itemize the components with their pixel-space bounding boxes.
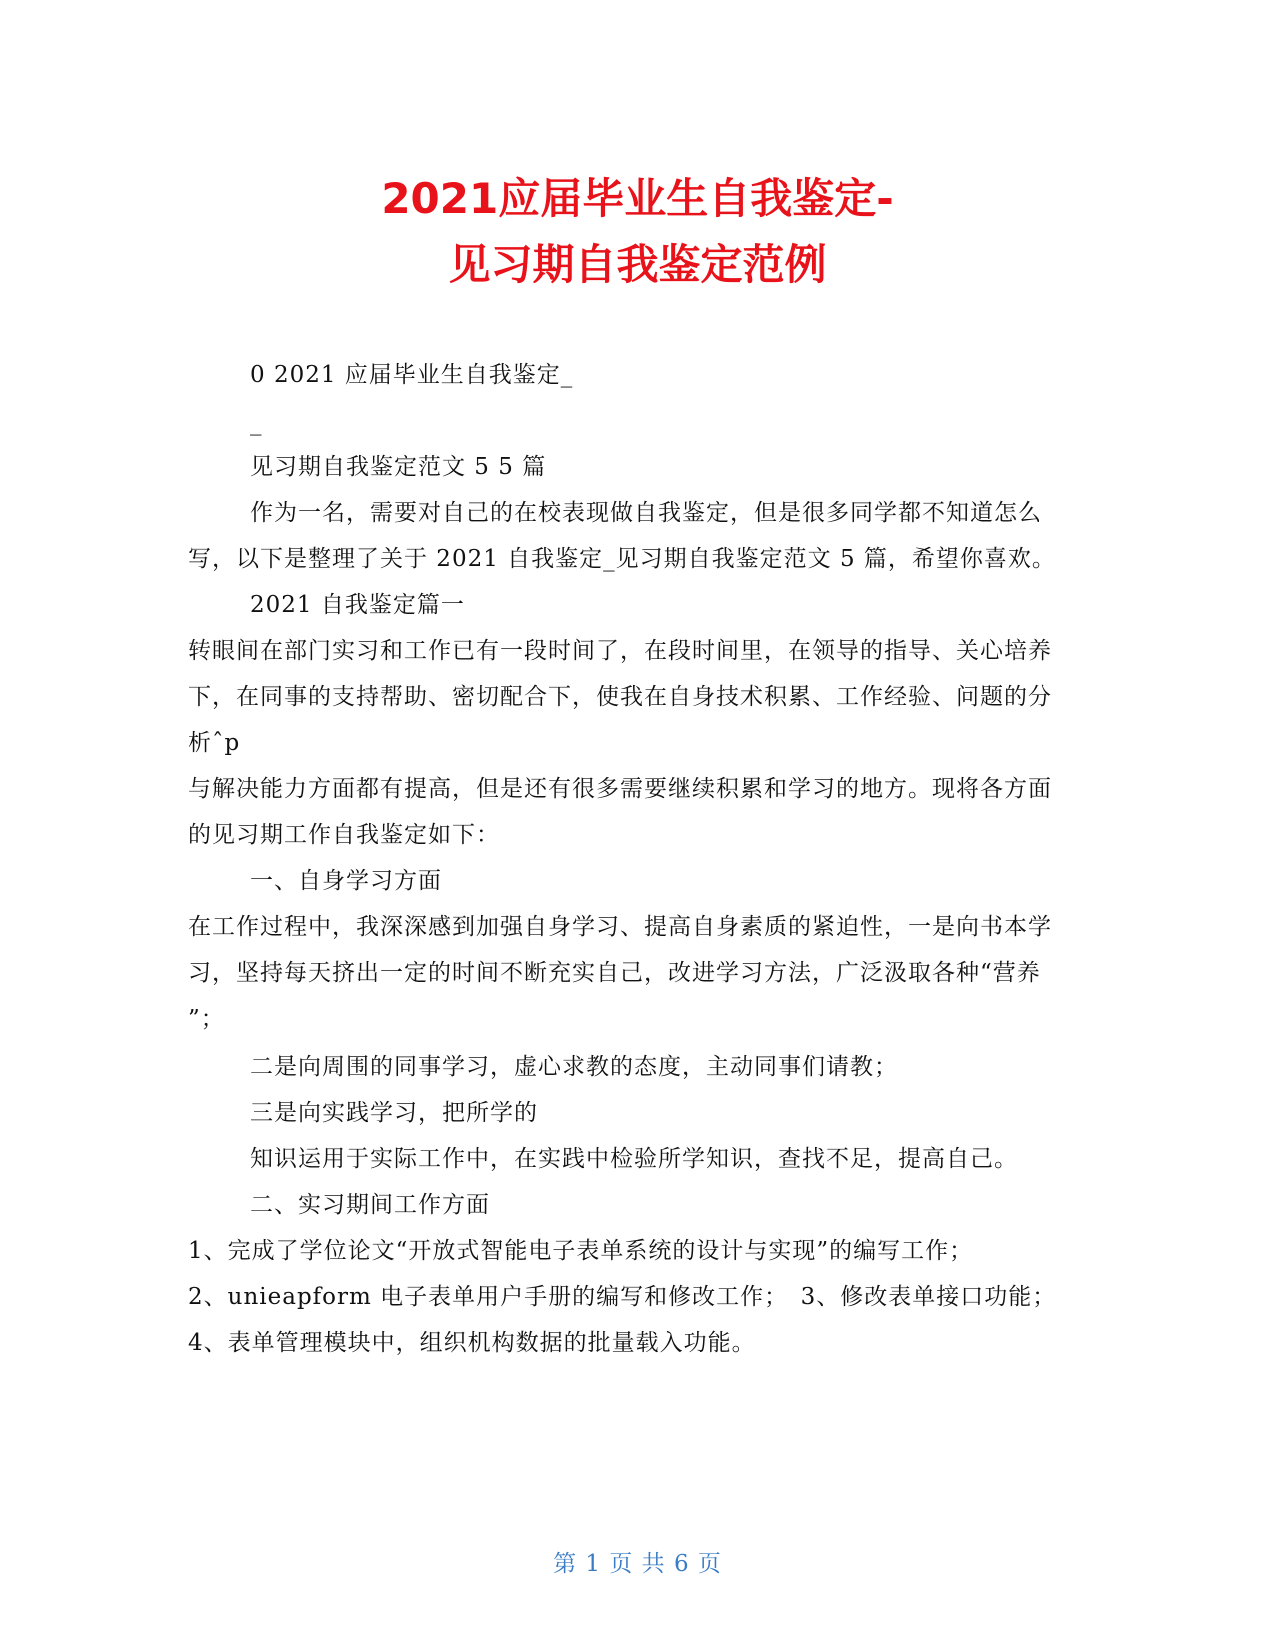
body-line: 2021 自我鉴定篇一	[250, 592, 465, 618]
body-line: 的见习期工作自我鉴定如下：	[188, 822, 500, 848]
section-heading: 一、自身学习方面	[250, 868, 442, 894]
document-title-line-1: 2021应届毕业生自我鉴定-	[381, 174, 894, 223]
body-line: 见习期自我鉴定范文 5 5 篇	[250, 454, 547, 480]
body-line: 作为一名，需要对自己的在校表现做自我鉴定，但是很多同学都不知道怎么	[250, 500, 1042, 526]
list-item: 2、unieapform 电子表单用户手册的编写和修改工作； 3、修改表单接口功能；	[188, 1284, 1057, 1310]
body-line: 三是向实践学习，把所学的	[250, 1100, 538, 1126]
body-line: 转眼间在部门实习和工作已有一段时间了，在段时间里，在领导的指导、关心培养	[188, 638, 1052, 664]
body-line: 下，在同事的支持帮助、密切配合下，使我在自身技术积累、工作经验、问题的分	[188, 684, 1052, 710]
section-heading: 二、实习期间工作方面	[250, 1192, 490, 1218]
document-title-line-2: 见习期自我鉴定范例	[448, 240, 827, 289]
body-line: 二是向周围的同事学习，虚心求教的态度，主动同事们请教；	[250, 1054, 898, 1080]
page-footer: 第 1 页 共 6 页	[553, 1551, 722, 1577]
list-item: 1、完成了学位论文“开放式智能电子表单系统的设计与实现”的编写工作；	[188, 1238, 974, 1264]
body-line: 习，坚持每天挤出一定的时间不断充实自己，改进学习方法，广泛汲取各种“营养	[188, 960, 1041, 986]
body-line: 写，以下是整理了关于 2021 自我鉴定_见习期自我鉴定范文 5 篇，希望你喜欢。	[188, 546, 1056, 572]
body-line: 与解决能力方面都有提高，但是还有很多需要继续积累和学习的地方。现将各方面	[188, 776, 1052, 802]
body-line: 知识运用于实际工作中，在实践中检验所学知识，查找不足，提高自己。	[250, 1146, 1018, 1172]
body-line: 在工作过程中，我深深感到加强自身学习、提高自身素质的紧迫性，一是向书本学	[188, 914, 1052, 940]
body-line: 析ˆp	[188, 730, 241, 756]
list-item: 4、表单管理模块中，组织机构数据的批量载入功能。	[188, 1330, 756, 1356]
body-line: 0 2021 应届毕业生自我鉴定_	[250, 362, 574, 388]
body-line: ”；	[188, 1006, 225, 1032]
body-line: _	[250, 410, 263, 436]
